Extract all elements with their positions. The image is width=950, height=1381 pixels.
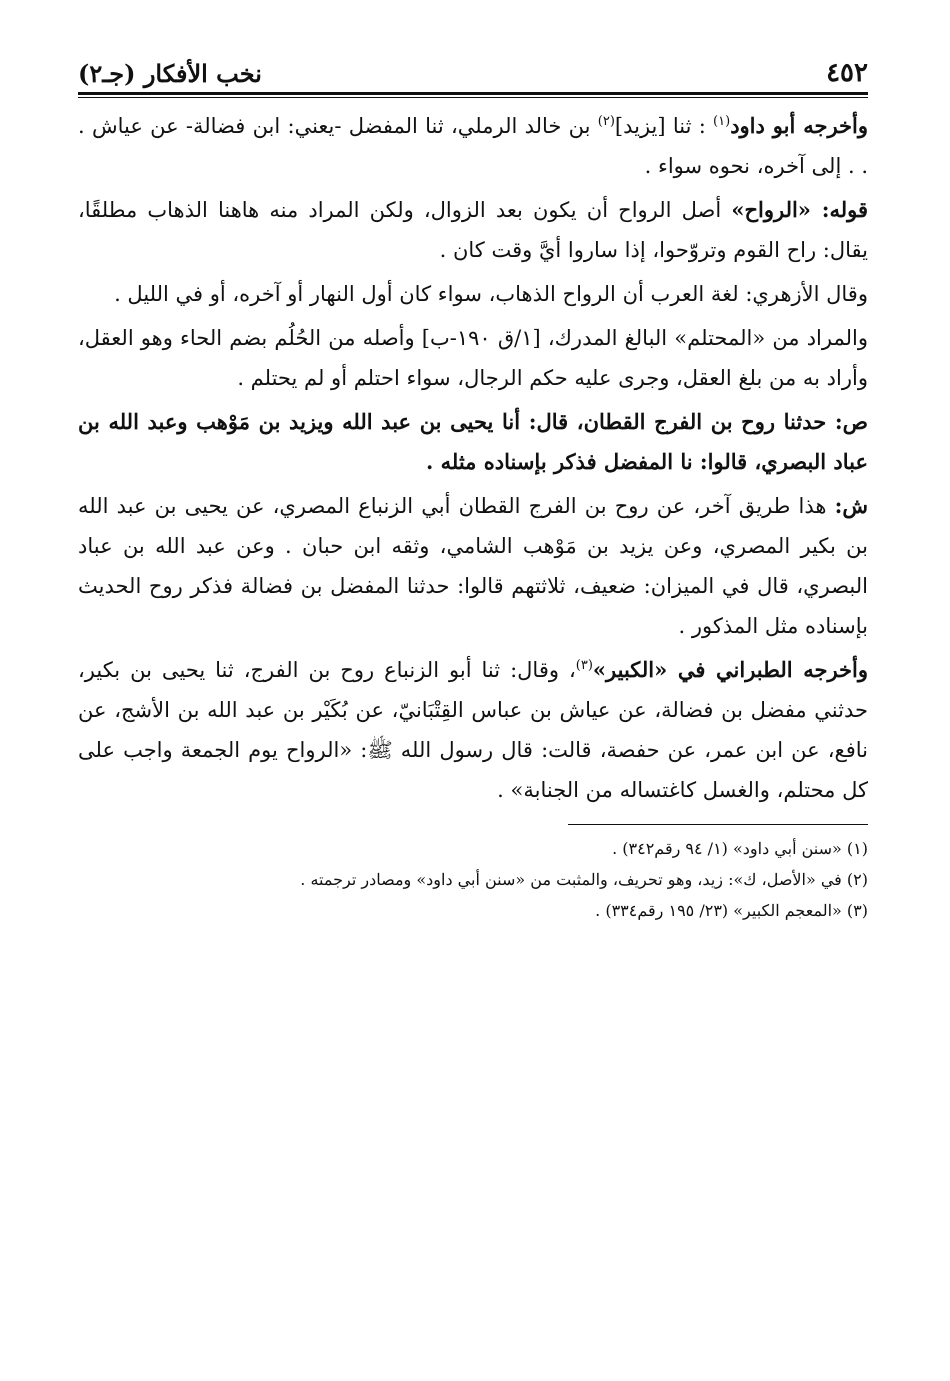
paragraph-text: ، وقال: ثنا أبو الزنباع روح بن الفرج، ثنا يحيى بن بكير، حدثني مفضل بن فضالة، عن عياش بن عباس القِتْبَانيّ، عن بُكَيْر بن عبد الله بن الأشج، عن نافع، عن ابن عمر، عن حفصة، قالت: قال رسول الله ﷺ: «الرواح يوم الجمعة واجب على كل محتلم، والغسل كاغتساله من الجنابة» . (78, 658, 868, 802)
paragraph-7 (78, 650, 868, 810)
book-title: نخب الأفكار (جـ٢) (78, 59, 262, 88)
header-divider-thin (78, 97, 868, 98)
paragraph-3 (78, 274, 868, 314)
paragraph-text: وقال الأزهري: لغة العرب أن الرواح الذهاب، سواء كان أول النهار أو آخره، أو في الليل . (114, 282, 868, 306)
paragraph-text: والمراد من «المحتلم» البالغ المدرك، [١/ق ١٩٠-ب] وأصله من الحُلُم بضم الحاء وهو العقل، وأراد به من بلغ العقل، وجرى عليه حكم الرجال، سواء احتلم أو لم يحتلم . (78, 326, 868, 390)
page-number: ٤٥٢ (826, 58, 868, 88)
paragraph-text: أصل الرواح أن يكون بعد الزوال، ولكن المراد منه هاهنا الذهاب مطلقًا، يقال: راح القوم وتروّحوا، إذا ساروا أيَّ وقت كان . (78, 198, 868, 262)
paragraph-lead: ش: (834, 493, 868, 518)
paragraph-2 (78, 190, 868, 270)
paragraph-text: : ثنا [يزيد] (614, 114, 714, 138)
paragraph-text: هذا طريق آخر، عن روح بن الفرج القطان أبي الزنباع المصري، عن يحيى بن عبد الله بن بكير المصري، وعن يزيد بن مَوْهب الشامي، وثقه ابن حبان . وعن عبد الله بن عباد البصري، قال في الميزان: ضعيف، ثلاثتهم قالوا: حدثنا المفضل بن فضالة فذكر روح الحديث بإسناده مثل المذكور . (78, 494, 868, 638)
paragraph-1 (78, 106, 868, 186)
paragraph-lead: قوله: «الرواح» (731, 197, 868, 222)
footnote-ref[interactable]: (١) (713, 114, 731, 129)
body-text (78, 106, 868, 810)
footnote-ref[interactable]: (٢) (597, 114, 615, 129)
header-divider (78, 92, 868, 95)
footnote-ref[interactable]: (٣) (575, 658, 593, 673)
paragraph-5 (78, 402, 868, 482)
footnote-3: (٣) «المعجم الكبير» (٢٣/ ١٩٥ رقم٣٣٤) . (595, 901, 868, 920)
paragraph-text: حدثنا روح بن الفرج القطان، قال: أنا يحيى بن عبد الله ويزيد بن مَوْهب وعبد الله بن عباد البصري، قالوا: نا المفضل فذكر بإسناده مثله . (78, 409, 868, 474)
paragraph-lead: وأخرجه أبو داود (730, 113, 868, 138)
paragraph-lead: ص: (834, 409, 868, 434)
paragraph-4 (78, 318, 868, 398)
page-header (78, 48, 868, 88)
paragraph-6 (78, 486, 868, 646)
book-page (78, 48, 868, 926)
paragraph-lead: وأخرجه الطبراني في «الكبير» (592, 657, 868, 682)
footnote-divider (568, 824, 868, 825)
footnote-1: (١) «سنن أبي داود» (١/ ٩٤ رقم٣٤٢) . (612, 839, 868, 858)
paragraph-text: بن خالد الرملي، ثنا المفضل -يعني: ابن فضالة- عن عياش . . . إلى آخره، نحوه سواء . (78, 114, 868, 178)
footnote-2: (٢) في «الأصل، ك»: زيد، وهو تحريف، والمثبت من «سنن أبي داود» ومصادر ترجمته . (300, 870, 868, 889)
footnotes (78, 833, 868, 926)
